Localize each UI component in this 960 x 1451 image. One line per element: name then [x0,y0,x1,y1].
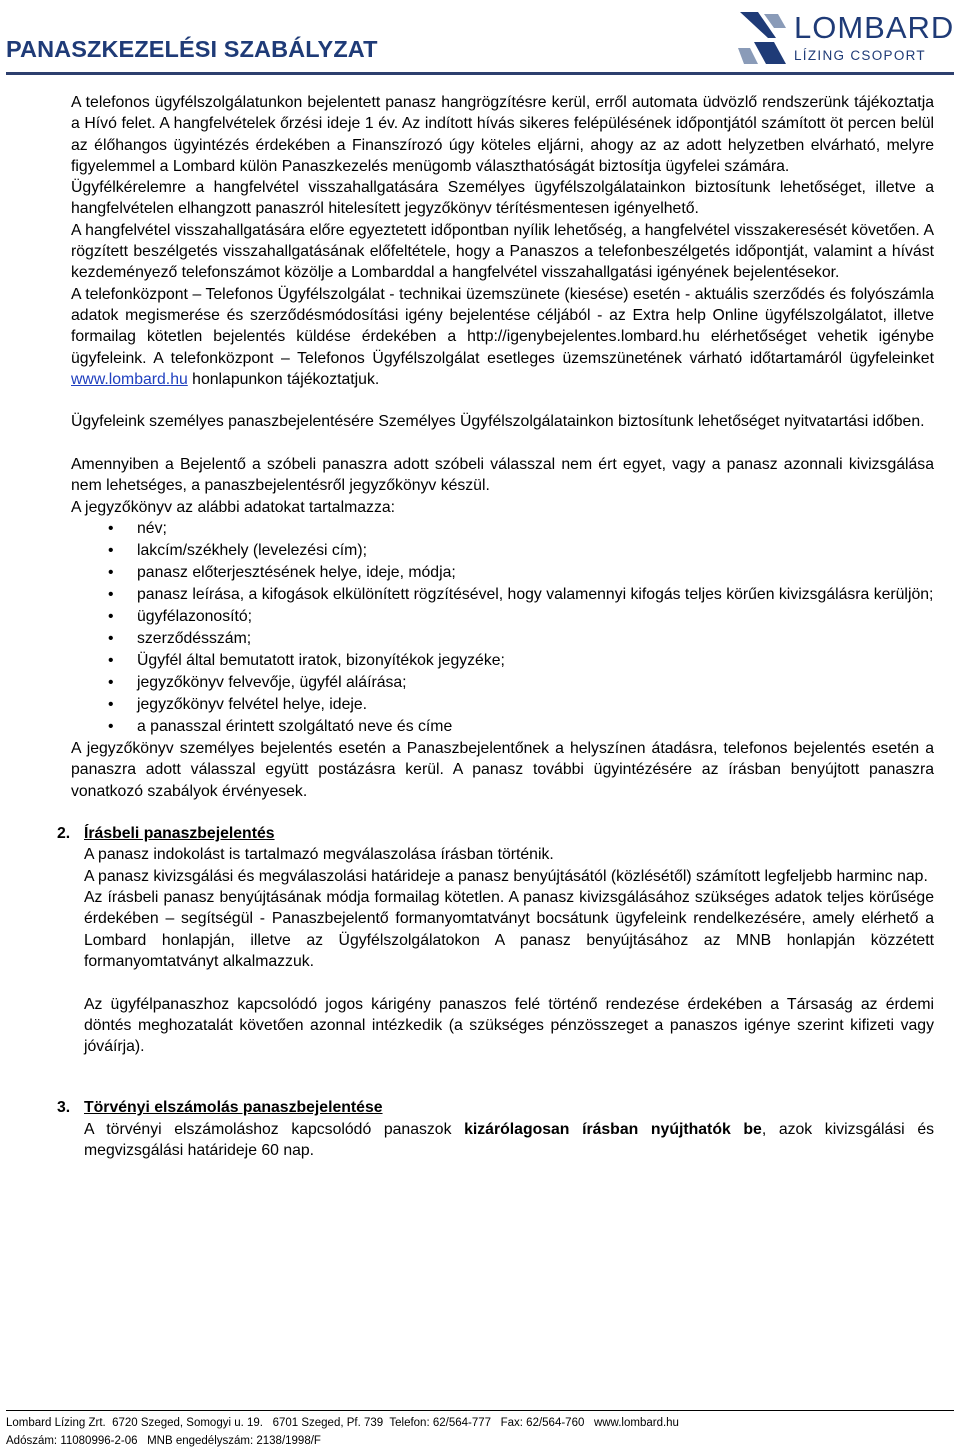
section-3-heading [57,1097,934,1118]
logo-wordmark: LOMBARD [794,10,955,45]
outage-text: A telefonközpont – Telefonos Ügyfélszolgálat - technikai üzemszünete (kiesése) esetén - aktuális szerződés és folyószámla adatok megismerése és szerződésmódosítási igény bejelentése céljából - az Extra help Online ügyfélszolgálatot, illetve formailag kötetlen bejelentés küldése érdekében a http://igenybejelentes.lombard.hu elérhetőséget vehetik igénybe ügyfeleink. A telefonközpont – Telefonos Ügyfélszolgálat esetleges üzemszünetének várható időtartamáról ügyfeleinket [71,285,934,367]
paragraph-outage [71,284,934,390]
paragraph-recording: A telefonos ügyfélszolgálatunkon bejelentett panasz hangrögzítésre kerül, erről automata üdvözlő rendszerünk tájékoztatja a Hívó felet. A hangfelvételek őrzési ideje 1 év. Az indított hívás sikeres felépülésének időpontjától számított öt percen belül az élőhangos ügyintézés érdekében a Finanszírozó úgy köteles eljárni, ahogy az az adott helyzetben elvárható, melyre figyelemmel a Lombard külön Panaszkezelés menügomb választhatóságát biztosítja ügyfelei számára. [71,94,934,175]
paragraph-playback-request: Ügyfélkérelemre a hangfelvétel visszahallgatására Személyes ügyfélszolgálatainkon biztosítunk lehetőséget, illetve a hangfelvételen elhangzott panaszról hitelesített jegyzőkönyv térítésmentesen igényelhető. [71,179,934,218]
document-body [57,92,934,1161]
lombard-website-link[interactable]: www.lombard.hu [71,370,188,388]
section-3-body [71,1119,934,1162]
footer-address: Lombard Lízing Zrt. 6720 Szeged, Somogyi u. 19. 6701 Szeged, Pf. 739 Telefon: 62/564-777 Fax: 62/564-760 www.lombard.hu [6,1417,679,1429]
section-3-title: Törvényi elszámolás panaszbejelentése [84,1099,383,1117]
list-item: • név; [137,518,934,540]
outage-text-end: honlapunkon tájékoztatjuk. [187,370,380,388]
footer [6,1414,679,1450]
list-item: • Ügyfél által bemutatott iratok, bizonyítékok jegyzéke; [137,650,934,672]
section-2-title: Írásbeli panaszbejelentés [84,825,275,843]
header-divider [6,72,954,75]
section-3-text-bold: kizárólagosan írásban nyújthatók be [464,1120,762,1138]
section-2-heading [57,823,934,844]
logo-subtitle: LÍZING CSOPORT [794,48,926,63]
section-2-line-4: Az ügyfélpanaszhoz kapcsolódó jogos kárigény panaszos felé történő rendezése érdekében a Társaság az érdemi döntés meghozatalát követően azonnal intézkedik (a szükséges pénzösszeget a panaszos igénye szerint kifizeti vagy jóváírja). [84,995,934,1056]
paragraph-personal: Ügyfeleink személyes panaszbejelentésére Személyes Ügyfélszolgálatainkon biztosítunk lehetőséget nyitvatartási időben. [71,413,925,431]
paragraph-playback-conditions: A hangfelvétel visszahallgatására előre egyeztetett időpontban nyílik lehetőség, a hangfelvétel visszakeresését követően. A rögzített beszélgetés visszahallgatásának előfeltétele, hogy a Panaszos a telefonbeszélgetés időpontját, valamint a hívást kezdeményező telefonszámot közölje a Lombarddal a hangfelvétel visszahallgatási igényének bejelentésekor. [71,221,934,282]
section-3-text [84,1119,934,1162]
list-item: • ügyfélazonosító; [137,606,934,628]
footer-divider [6,1410,954,1411]
paragraph-minutes-delivery: A jegyzőkönyv személyes bejelentés esetén a Panaszbejelentőnek a helyszínen átadásra, telefonos bejelentés esetén a panaszra adott válasszal együtt postázásra kerül. A panasz további ügyintézésére az írásban benyújtott panaszra vonatkozó szabályok érvényesek. [71,739,934,800]
list-item: • jegyzőkönyv felvétel helye, ideje. [137,694,934,716]
section-3-number: 3. [57,1099,71,1117]
section-2-line-2: A panasz kivizsgálási és megválaszolási határideje a panasz benyújtásától (közlésétől) számított legfeljebb harminc nap. [84,867,928,885]
footer-registration: Adószám: 11080996-2-06 MNB engedélyszám: 2138/1998/F [6,1435,321,1447]
section-3-text-pre: A törvényi elszámoláshoz kapcsolódó panaszok [84,1120,465,1138]
list-item: • panasz leírása, a kifogások elkülönített rögzítésével, hogy valamennyi kifogás teljes körűen kivizsgálásra kerüljön; [137,584,934,606]
minutes-contents-list [71,518,934,738]
section-2-body [71,844,934,1057]
list-item: • jegyzőkönyv felvevője, ügyfél aláírása; [137,672,934,694]
section-2-line-3: Az írásbeli panasz benyújtásának módja formailag kötetlen. A panasz kivizsgálásához szükséges adatok teljes körűsége érdekében – segítségül - Panaszbejelentő formanyomtatványt bocsátunk ügyfeleink rendelkezésére, amely elérhető a Lombard honlapján, illetve az Ügyfélszolgálatokon A panasz benyújtásához az MNB honlapján közzétett formanyomtatványt alkalmazzuk. [84,889,934,970]
lombard-logo [736,6,955,72]
list-item: • panasz előterjesztésének helye, ideje, módja; [137,562,934,584]
paragraph-minutes: Amennyiben a Bejelentő a szóbeli panaszra adott szóbeli válasszal nem ért egyet, vagy a panasz azonnali kivizsgálása nem lehetséges, a panaszbejelentésről jegyzőkönyv készül. [71,456,934,495]
section-2-number: 2. [57,825,71,843]
page-title: PANASZKEZELÉSI SZABÁLYZAT [6,36,378,62]
section-3-text-post: , azok kivizsgálási és megvizsgálási határideje 60 nap. [84,1120,934,1159]
lombard-emblem-icon [736,8,790,70]
list-item: • a panasszal érintett szolgáltató neve és címe [137,716,934,738]
paragraph-minutes-contents: A jegyzőkönyv az alábbi adatokat tartalmazza: [71,498,396,516]
list-item: • lakcím/székhely (levelezési cím); [137,540,934,562]
section-2-line-1: A panasz indokolást is tartalmazó megválaszolása írásban történik. [84,846,554,864]
list-item: • szerződésszám; [137,628,934,650]
